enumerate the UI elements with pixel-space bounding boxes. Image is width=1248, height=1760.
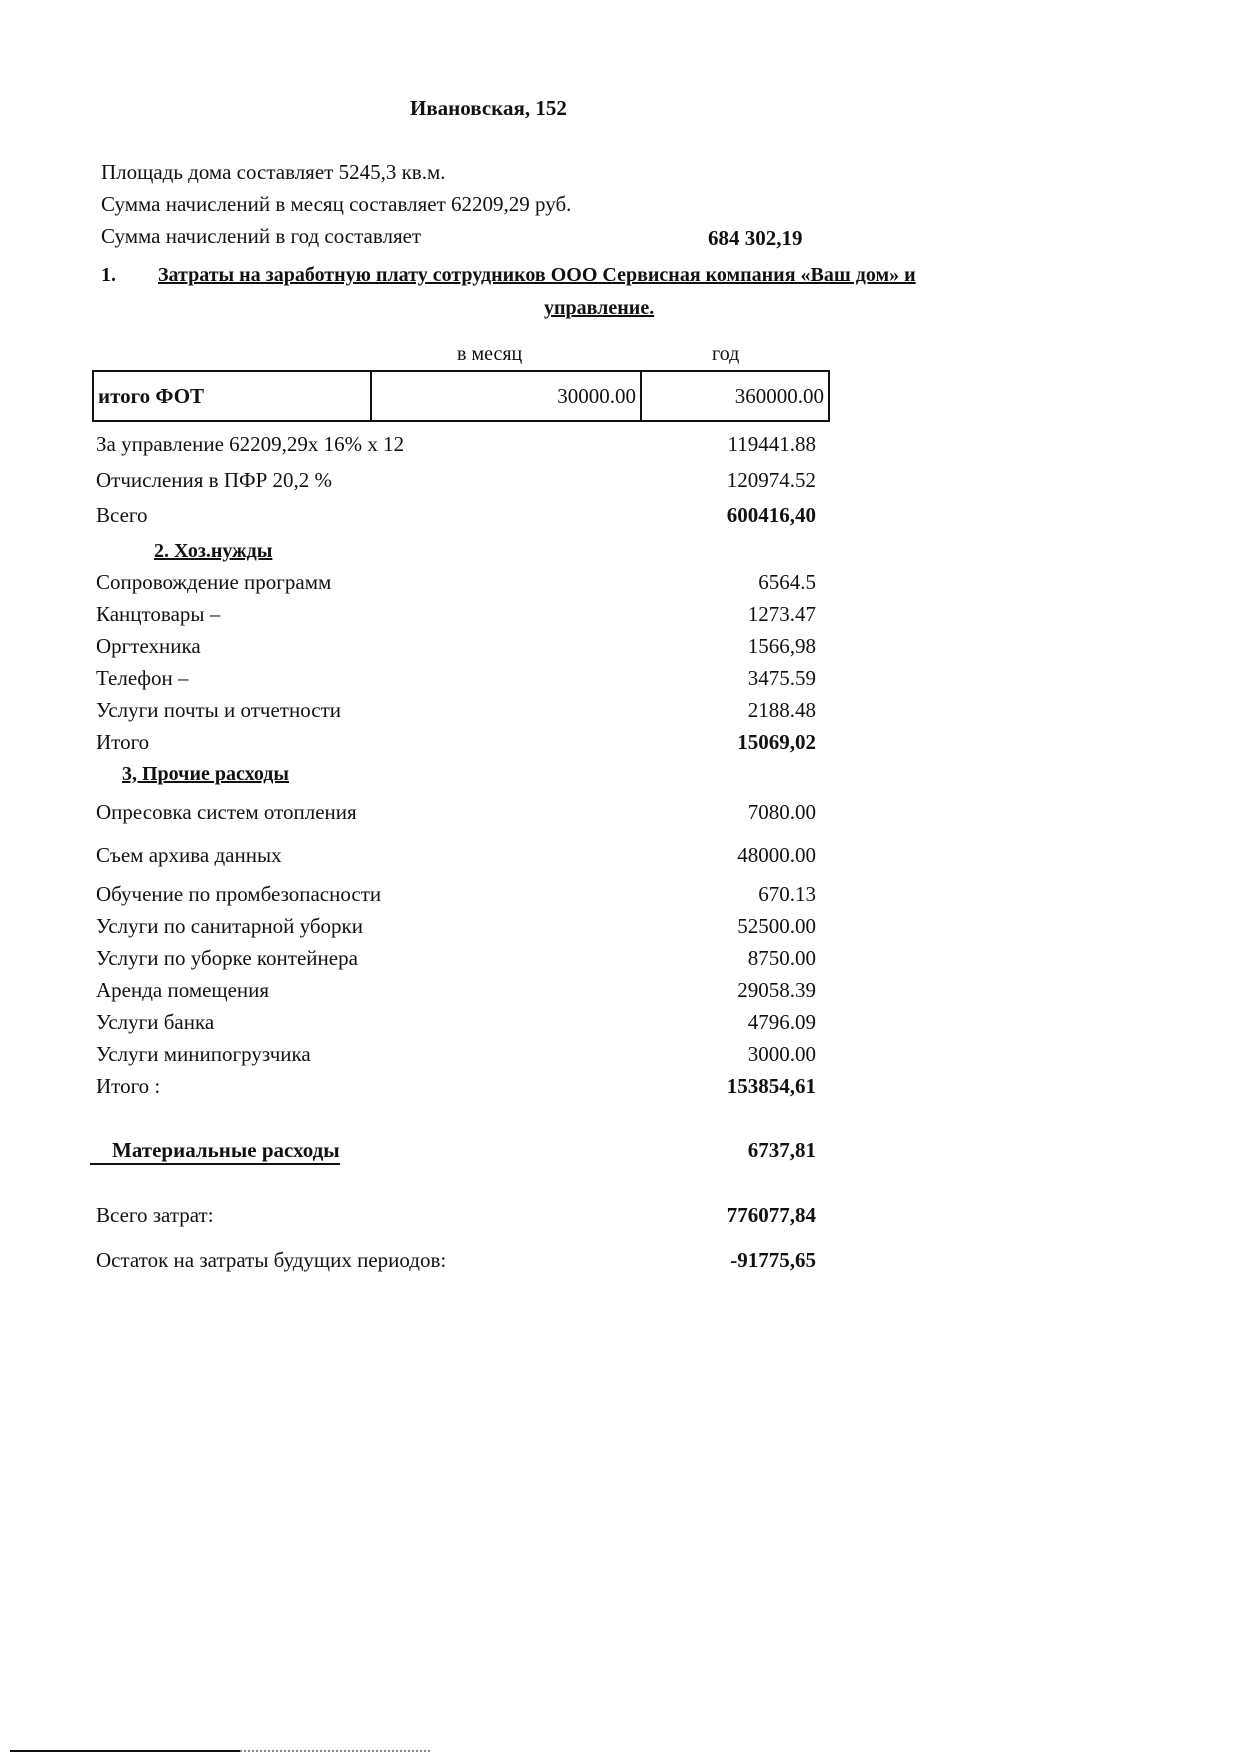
list-item xyxy=(96,1074,816,1104)
item-value: 7080.00 xyxy=(747,800,816,824)
list-item xyxy=(96,570,816,600)
item-value: 153854,61 xyxy=(726,1074,816,1098)
payroll-month: 30000.00 xyxy=(371,371,641,421)
scan-edge-line xyxy=(10,1750,240,1752)
item-label: Всего xyxy=(96,503,148,527)
item-value: 670.13 xyxy=(758,882,816,906)
item-value: 6564.5 xyxy=(758,570,816,594)
list-item xyxy=(96,468,816,498)
payroll-table xyxy=(92,370,830,422)
item-label: Телефон – xyxy=(96,666,189,690)
item-label: Услуги банка xyxy=(96,1010,215,1034)
list-item xyxy=(96,946,816,976)
list-item xyxy=(96,634,816,664)
list-item xyxy=(96,730,816,760)
list-item xyxy=(96,698,816,728)
materials-row xyxy=(96,1138,816,1168)
item-label: Канцтовары – xyxy=(96,602,221,626)
list-item xyxy=(96,800,816,830)
item-value: 120974.52 xyxy=(726,468,816,492)
materials-label: Материальные расходы xyxy=(90,1138,340,1165)
house-area: Площадь дома составляет 5245,3 кв.м. xyxy=(101,160,446,184)
item-label: Услуги по уборке контейнера xyxy=(96,946,358,970)
item-label: Услуги по санитарной уборки xyxy=(96,914,363,938)
list-item xyxy=(96,602,816,632)
column-year-header: год xyxy=(712,343,740,365)
materials-value: 6737,81 xyxy=(747,1138,816,1162)
total-label: Всего затрат: xyxy=(96,1203,214,1227)
item-label: Итого : xyxy=(96,1074,161,1098)
table-row xyxy=(93,371,829,421)
document-title: Ивановская, 152 xyxy=(410,96,567,120)
list-item xyxy=(96,882,816,912)
list-item xyxy=(96,503,816,533)
list-item xyxy=(96,978,816,1008)
section1-title-cont: управление. xyxy=(544,297,655,319)
yearly-charges-value: 684 302,19 xyxy=(708,226,803,250)
monthly-charges: Сумма начислений в месяц составляет 62209,29 руб. xyxy=(101,192,572,216)
item-label: Аренда помещения xyxy=(96,978,270,1002)
item-value: 3475.59 xyxy=(747,666,816,690)
section3-title: 3, Прочие расходы xyxy=(122,763,289,785)
remainder-row xyxy=(96,1248,816,1278)
item-label: Оргтехника xyxy=(96,634,201,658)
item-value: 8750.00 xyxy=(747,946,816,970)
item-value: 29058.39 xyxy=(737,978,816,1002)
item-value: 1273.47 xyxy=(747,602,816,626)
list-item xyxy=(96,666,816,696)
item-label: Сопровождение программ xyxy=(96,570,332,594)
yearly-charges-label: Сумма начислений в год составляет xyxy=(101,224,422,248)
item-label: Обучение по промбезопасности xyxy=(96,882,382,906)
section1-number: 1. xyxy=(101,264,116,286)
list-item xyxy=(96,843,816,873)
list-item xyxy=(96,432,816,462)
section1-title: Затраты на заработную плату сотрудников ООО Сервисная компания «Ваш дом» и xyxy=(158,264,916,286)
item-value: 4796.09 xyxy=(747,1010,816,1034)
total-value: 776077,84 xyxy=(726,1203,816,1227)
item-value: 2188.48 xyxy=(747,698,816,722)
list-item xyxy=(96,1042,816,1072)
total-row xyxy=(96,1203,816,1233)
remainder-value: -91775,65 xyxy=(730,1248,816,1272)
item-value: 119441.88 xyxy=(727,432,816,456)
item-value: 600416,40 xyxy=(726,503,816,527)
list-item xyxy=(96,914,816,944)
list-item xyxy=(96,1010,816,1040)
item-label: Итого xyxy=(96,730,150,754)
item-label: Отчисления в ПФР 20,2 % xyxy=(96,468,332,492)
item-label: За управление 62209,29х 16% х 12 xyxy=(96,432,405,456)
item-label: Услуги почты и отчетности xyxy=(96,698,341,722)
payroll-year: 360000.00 xyxy=(641,371,829,421)
item-value: 15069,02 xyxy=(737,730,816,754)
payroll-label: итого ФОТ xyxy=(93,371,371,421)
item-value: 52500.00 xyxy=(737,914,816,938)
item-label: Услуги минипогрузчика xyxy=(96,1042,311,1066)
item-value: 3000.00 xyxy=(747,1042,816,1066)
item-value: 1566,98 xyxy=(747,634,816,658)
item-label: Съем архива данных xyxy=(96,843,282,867)
remainder-label: Остаток на затраты будущих периодов: xyxy=(96,1248,447,1272)
section2-title: 2. Хоз.нужды xyxy=(154,540,273,562)
column-month-header: в месяц xyxy=(457,343,523,365)
item-label: Опресовка систем отопления xyxy=(96,800,357,824)
item-value: 48000.00 xyxy=(737,843,816,867)
scan-edge-dots xyxy=(240,1750,430,1753)
